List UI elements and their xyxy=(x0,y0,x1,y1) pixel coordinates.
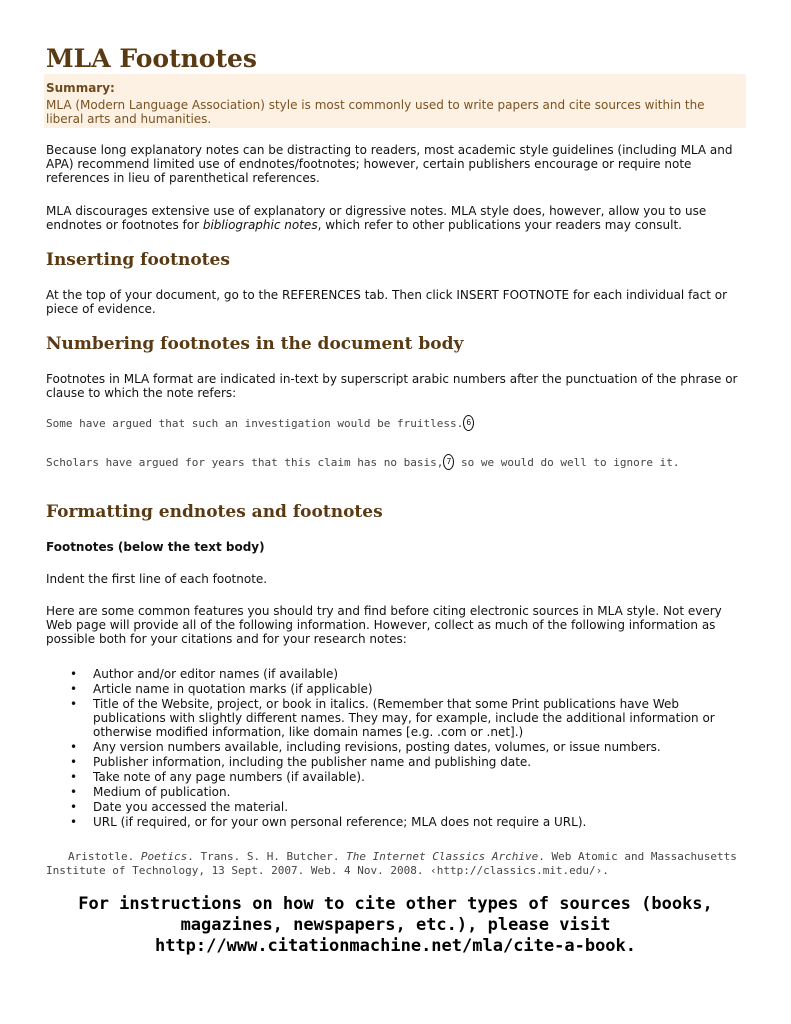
citation-author: Aristotle. xyxy=(68,850,141,863)
features-paragraph: Here are some common features you should try and find before citing electronic sources in MLA style. Not every Web page will provide all of the following information. However, collect as much of the following information as possible both for your citations and for your research notes: xyxy=(46,604,722,646)
example-citation xyxy=(46,850,746,878)
callout-line-1: For instructions on how to cite other types of sources (books, xyxy=(78,894,713,914)
list-item-text: URL (if required, or for your own personal reference; MLA does not require a URL). xyxy=(93,815,587,829)
features-list xyxy=(46,667,746,830)
list-item-text: Title of the Website, project, or book in italics. (Remember that some Print publications have Web publications with slightly different names. They may, for example, include the additional information or otherwise modified information, like domain names [e.g. .com or .net].) xyxy=(93,697,715,739)
citation-machine-callout xyxy=(0,894,791,957)
superscript-marker-6: 6 xyxy=(463,415,474,431)
indent-instruction: Indent the first line of each footnote. xyxy=(46,572,268,586)
list-item xyxy=(46,667,746,681)
list-item-text: Article name in quotation marks (if applicable) xyxy=(93,682,373,696)
list-item xyxy=(46,740,746,754)
citation-work-title: Poetics xyxy=(140,850,188,863)
bullet-icon: • xyxy=(70,682,78,696)
bullet-icon: • xyxy=(70,667,78,681)
intro-paragraph-1: Because long explanatory notes can be distracting to readers, most academic style guidelines (including MLA and APA) recommend limited use of endnotes/footnotes; however, certain publishers encourage or require note references in lieu of parenthetical references. xyxy=(46,143,733,185)
list-item xyxy=(46,770,746,784)
citation-site-title: The Internet Classics Archive xyxy=(346,850,539,863)
list-item-text: Take note of any page numbers (if available). xyxy=(93,770,365,784)
footnotes-subheading: Footnotes (below the text body) xyxy=(46,540,265,554)
list-item-text: Publisher information, including the publisher name and publishing date. xyxy=(93,755,532,769)
bullet-icon: • xyxy=(70,697,78,711)
example-sentence-1 xyxy=(46,415,766,431)
list-item-text: Author and/or editor names (if available) xyxy=(93,667,339,681)
list-item xyxy=(46,697,746,739)
intro-paragraph-2-text-b: , which refer to other publications your readers may consult. xyxy=(317,218,682,232)
bullet-icon: • xyxy=(70,770,78,784)
callout-line-2: magazines, newspapers, etc.), please visit xyxy=(180,915,611,935)
example-sentence-2-text-b: so we would do well to ignore it. xyxy=(454,456,680,469)
bullet-icon: • xyxy=(70,815,78,829)
citation-translator: . Trans. S. H. Butcher. xyxy=(187,850,347,863)
bullet-icon: • xyxy=(70,785,78,799)
formatting-heading: Formatting endnotes and footnotes xyxy=(46,502,383,522)
bullet-icon: • xyxy=(70,800,78,814)
list-item-text: Date you accessed the material. xyxy=(93,800,289,814)
list-item xyxy=(46,682,746,696)
citation-publication-details: . Web Atomic and Massachusetts Institute of Technology, 13 Sept. 2007. Web. 4 Nov. 2008. ‹http://classics.mit.edu/›. xyxy=(46,850,737,877)
intro-paragraph-2 xyxy=(46,204,746,232)
page-title: MLA Footnotes xyxy=(46,44,258,73)
list-item-text: Any version numbers available, including revisions, posting dates, volumes, or issue numbers. xyxy=(93,740,661,754)
intro-paragraph-2-italic: bibliographic notes xyxy=(202,218,318,232)
superscript-marker-7: 7 xyxy=(443,454,454,470)
list-item xyxy=(46,785,746,799)
list-item xyxy=(46,815,746,829)
bullet-icon: • xyxy=(70,755,78,769)
example-sentence-1-text: Some have argued that such an investigation would be fruitless. xyxy=(46,417,464,430)
inserting-footnotes-heading: Inserting footnotes xyxy=(46,250,230,270)
intro-paragraph-2-text-a: MLA discourages extensive use of explanatory or digressive notes. MLA style does, however, allow you to use endnotes or footnotes for xyxy=(46,204,707,232)
callout-url: http://www.citationmachine.net/mla/cite-a-book. xyxy=(154,936,637,956)
example-sentence-2-text-a: Scholars have argued for years that this claim has no basis, xyxy=(46,456,444,469)
numbering-footnotes-text: Footnotes in MLA format are indicated in-text by superscript arabic numbers after the punctuation of the phrase or clause to which the note refers: xyxy=(46,372,738,400)
summary-text: MLA (Modern Language Association) style is most commonly used to write papers and cite sources within the liberal arts and humanities. xyxy=(46,98,705,126)
summary-box xyxy=(44,74,746,128)
summary-label: Summary: xyxy=(46,81,115,95)
list-item-text: Medium of publication. xyxy=(93,785,231,799)
bullet-icon: • xyxy=(70,740,78,754)
list-item xyxy=(46,755,746,769)
numbering-footnotes-heading: Numbering footnotes in the document body xyxy=(46,334,464,354)
example-sentence-2 xyxy=(46,454,766,470)
inserting-footnotes-text: At the top of your document, go to the REFERENCES tab. Then click INSERT FOOTNOTE for each individual fact or piece of evidence. xyxy=(46,288,728,316)
list-item xyxy=(46,800,746,814)
